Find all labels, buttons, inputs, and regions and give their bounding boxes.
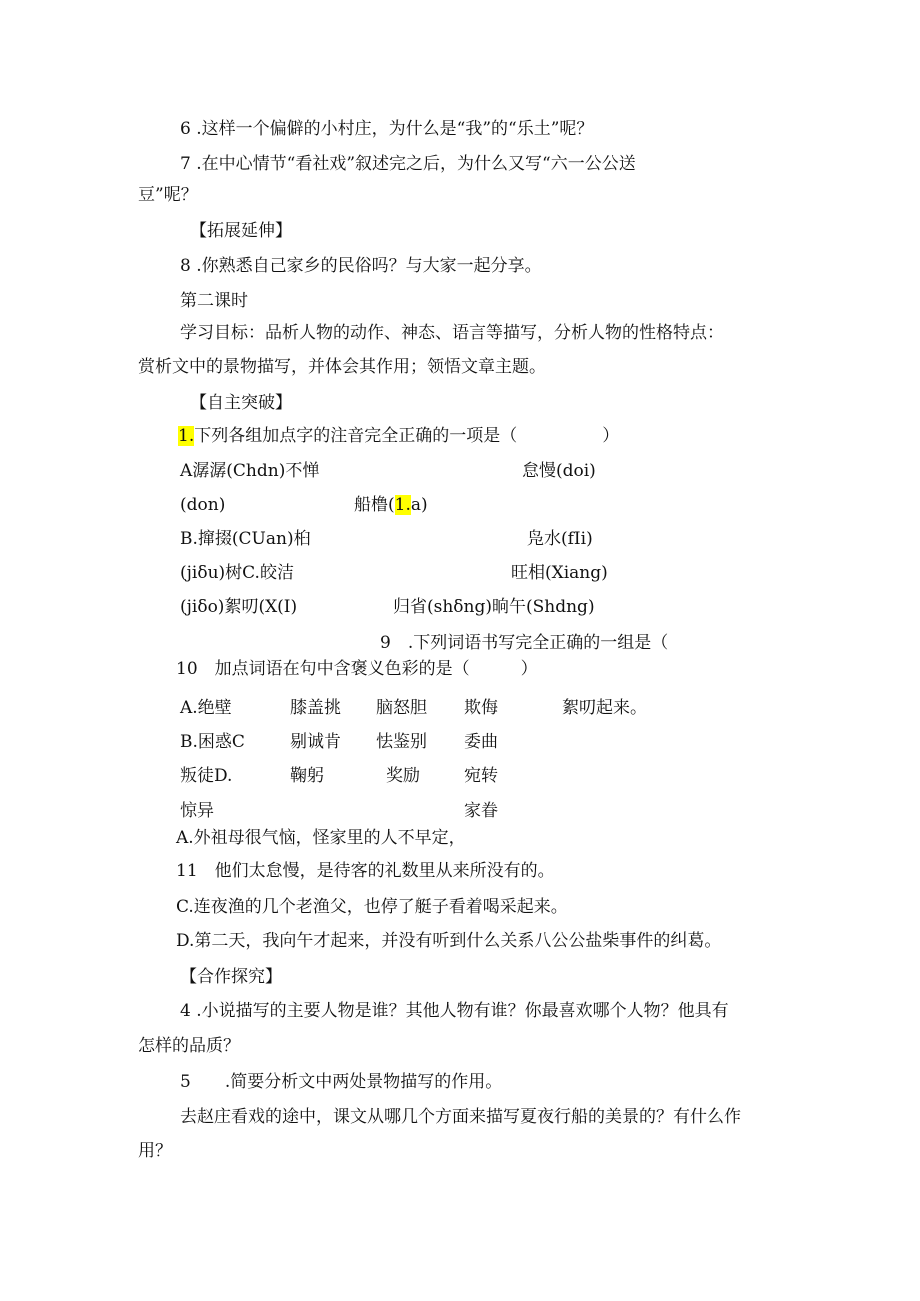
word-row3-c4: 宛转 [464, 766, 498, 786]
option-d-left: (jiδo)絮叨(X(I) [180, 597, 298, 617]
word-row1-c2: 膝盖挑 [290, 698, 341, 718]
section-heading-self-study: 【自主突破】 [190, 393, 292, 413]
option-b-left: B.撺掇(CUan)桕 [180, 529, 311, 549]
sentence-option-d: D.第二天，我向午才起来，并没有听到什么关系八公公盐柴事件的纠葛。 [176, 931, 722, 951]
question-5-detail-line2: 用？ [138, 1141, 172, 1161]
word-row2-c4: 委曲 [464, 732, 498, 752]
word-row4-c1: 惊异 [180, 801, 214, 821]
question-5-detail-line1: 去赵庄看戏的途中，课文从哪几个方面来描写夏夜行船的美景的？有什么作 [180, 1107, 741, 1127]
learning-goal-line1: 学习目标：品析人物的动作、神态、语言等描写，分析人物的性格特点： [180, 323, 724, 343]
word-row3-c3: 奖励 [386, 766, 420, 786]
option-a-right: 怠慢(doi) [522, 461, 596, 481]
word-row2-c2: 剔诚肯 [290, 732, 341, 752]
question-1 [178, 425, 619, 447]
question-11: 11 他们太怠慢，是待客的礼数里从来所没有的。 [176, 861, 555, 881]
question-9: 9 .下列词语书写完全正确的一组是（ [380, 633, 669, 653]
option-c-right: 旺相(Xiang) [511, 563, 608, 583]
chuanlu-item [354, 494, 428, 516]
word-row4-c2: 家眷 [464, 801, 498, 821]
question-8: 8 .你熟悉自己家乡的民俗吗？与大家一起分享。 [180, 256, 542, 276]
sentence-option-c: C.连夜渔的几个老渔父，也停了艇子看着喝采起来。 [176, 897, 568, 917]
chuanlu-prefix: 船橹( [354, 495, 395, 515]
section-heading-cooperation: 【合作探究】 [180, 967, 282, 987]
word-row1-c4: 欺侮 [464, 698, 498, 718]
word-row3-c1: 叛徒D. [180, 766, 233, 786]
option-a-left: A潺潺(Chdn)不惮 [180, 461, 320, 481]
word-row1-c1: A.绝壁 [180, 698, 232, 718]
sentence-option-a: A.外祖母很气恼，怪家里的人不早定， [176, 828, 466, 848]
word-row1-c3: 脑怒胆 [376, 698, 427, 718]
chuanlu-highlight: 1. [394, 495, 411, 515]
question-1-text: 下列各组加点字的注音完全正确的一项是（ ） [194, 426, 620, 446]
word-row2-c3: 怯鉴别 [376, 732, 427, 752]
question-5: 5 .简要分析文中两处景物描写的作用。 [180, 1072, 503, 1092]
learning-goal-line2: 赏析文中的景物描写，并体会其作用；领悟文章主题。 [138, 357, 546, 377]
question-4-line2: 怎样的品质？ [138, 1036, 240, 1056]
question-1-number: 1. [178, 426, 195, 446]
word-row1-c5: 絮叨起来。 [562, 698, 647, 718]
word-row3-c2: 鞠躬 [290, 766, 324, 786]
lesson-title: 第二课时 [180, 291, 248, 311]
option-b-right: 凫水(fIi) [527, 529, 593, 549]
question-10: 10 加点词语在句中含褒义色彩的是（ ） [176, 659, 538, 679]
question-4-line1: 4 .小说描写的主要人物是谁？其他人物有谁？你最喜欢哪个人物？他具有 [180, 1001, 729, 1021]
word-row2-c1: B.困惑C [180, 732, 245, 752]
question-6: 6 .这样一个偏僻的小村庄，为什么是“我”的“乐土”呢？ [180, 119, 594, 139]
question-7-line1: 7 .在中心情节“看社戏”叙述完之后，为什么又写“六一公公送 [180, 154, 636, 174]
question-7-line2: 豆”呢？ [138, 185, 198, 205]
chuanlu-suffix: a) [410, 495, 428, 515]
option-c-left: (jiδu)树C.皎洁 [180, 563, 294, 583]
pinyin-don: (don) [180, 495, 226, 515]
section-heading-extension: 【拓展延伸】 [190, 221, 292, 241]
option-d-right: 归省(shδng)晌午(Shdng) [393, 597, 595, 617]
